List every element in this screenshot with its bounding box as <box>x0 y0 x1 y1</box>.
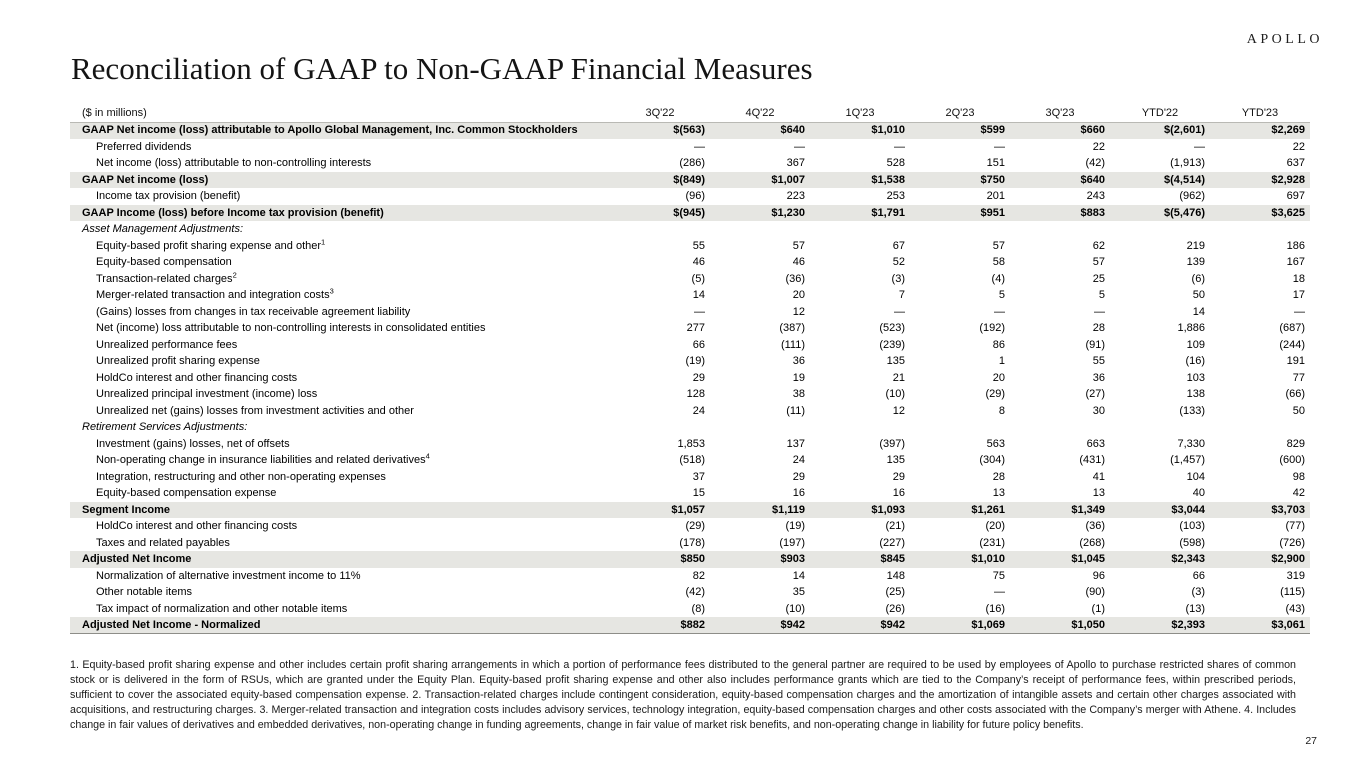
cell-value: — <box>894 305 905 318</box>
cell-value: $3,044 <box>1171 503 1205 516</box>
table-row <box>70 122 1310 139</box>
cell-value: 201 <box>986 190 1005 202</box>
table-row <box>70 172 1310 189</box>
cell-value: 637 <box>1286 157 1305 169</box>
cell-value: 5 <box>1098 289 1105 301</box>
cell-value: (8) <box>691 602 705 615</box>
table-row <box>70 221 1310 238</box>
cell-value: (192) <box>979 322 1005 334</box>
table-row <box>70 254 1310 271</box>
table-row <box>70 386 1310 403</box>
cell-value: (36) <box>1085 520 1105 532</box>
cell-value: 186 <box>1286 239 1305 252</box>
cell-value: 12 <box>892 404 905 417</box>
cell-value: (16) <box>985 602 1005 615</box>
cell-value: (431) <box>1079 454 1105 466</box>
cell-value: 37 <box>692 470 705 483</box>
cell-value: $599 <box>980 124 1005 137</box>
table-row <box>70 188 1310 205</box>
cell-value: $903 <box>780 553 805 565</box>
table-row <box>70 205 1310 222</box>
reconciliation-table-container <box>70 105 1310 634</box>
cell-value: (387) <box>779 322 805 334</box>
cell-value: 24 <box>692 404 705 417</box>
table-row <box>70 485 1310 502</box>
cell-value: (197) <box>779 536 805 549</box>
table-body <box>70 122 1310 634</box>
cell-value: 138 <box>1186 388 1205 400</box>
cell-value: (16) <box>1185 355 1205 367</box>
cell-value <box>810 221 910 238</box>
cell-value: (13) <box>1185 602 1205 615</box>
table-row <box>70 452 1310 469</box>
cell-value: 57 <box>792 239 805 252</box>
cell-value: $1,230 <box>771 206 805 219</box>
cell-value: 30 <box>1092 404 1105 417</box>
table-row <box>70 271 1310 288</box>
cell-value: 46 <box>792 256 805 268</box>
cell-value: (42) <box>1085 157 1105 169</box>
cell-value: 319 <box>1286 569 1305 582</box>
row-label: Segment Income <box>82 503 171 516</box>
table-row <box>70 403 1310 420</box>
cell-value: 128 <box>686 388 705 400</box>
table-row <box>70 353 1310 370</box>
table-row <box>70 287 1310 304</box>
cell-value: 137 <box>786 437 805 450</box>
cell-value: 21 <box>892 371 905 384</box>
cell-value: 55 <box>1092 355 1105 367</box>
table-row <box>70 535 1310 552</box>
cell-value: $3,625 <box>1271 206 1305 219</box>
cell-value: 82 <box>692 569 705 582</box>
cell-value: (10) <box>885 388 905 400</box>
cell-value <box>910 419 1010 436</box>
cell-value: 62 <box>1092 239 1105 252</box>
table-row <box>70 518 1310 535</box>
cell-value: (42) <box>685 586 705 598</box>
cell-value: 1,886 <box>1177 322 1205 334</box>
cell-value: 17 <box>1292 289 1305 301</box>
cell-value: (239) <box>879 338 905 351</box>
cell-value: $1,093 <box>871 503 905 516</box>
unit-label: ($ in millions) <box>70 105 610 122</box>
cell-value: $1,010 <box>871 124 905 137</box>
cell-value: (77) <box>1285 520 1305 532</box>
page-title: Reconciliation of GAAP to Non-GAAP Financial Measures <box>71 51 813 86</box>
row-label: Preferred dividends <box>96 140 192 153</box>
cell-value: 104 <box>1186 470 1205 483</box>
row-label: Equity-based compensation expense <box>96 487 277 499</box>
row-label: Equity-based profit sharing expense and other$^1$ <box>96 236 326 252</box>
cell-value: (286) <box>679 157 705 169</box>
cell-value: 41 <box>1092 470 1105 483</box>
row-label: Net (income) loss attributable to non-controlling interests in consolidated entities <box>96 322 486 334</box>
cell-value: $2,343 <box>1171 553 1205 565</box>
cell-value: 25 <box>1092 272 1105 285</box>
row-label: Unrealized principal investment (income) loss <box>96 388 318 400</box>
cell-value: — <box>694 305 705 318</box>
cell-value: 19 <box>792 371 805 384</box>
row-label: GAAP Income (loss) before Income tax provision (benefit) <box>82 206 384 219</box>
footnotes: 1. Equity-based profit sharing expense and other includes certain profit sharing arrangements in which a portion of performance fees distributed to the general partner are required to be used by employees of Apollo to purchase restricted shares of common stock or is delivered in the form of RSUs, which are granted under the Equity Plan. Equity-based profit sharing expense and other also includes performance grants which are tied to the Company’s receipt of performance fees, within prescribed periods, sufficient to cover the associated equity-based compensation expense. 2. Transaction-related charges include contingent consideration, equity-based compensation charges and the amortization of intangible assets and certain other charges associated with acquisitions, and restructuring charges. 3. Merger-related transaction and integration costs includes advisory services, technology integration, equity-based compensation charges and other costs associated with the Company’s merger with Athene. 4. Includes change in fair values of derivatives and embedded derivatives, non-operating change in funding agreements, change in fair value of market risk benefits, and non-operating change in liability for future policy benefits. <box>70 659 1296 731</box>
table-row <box>70 584 1310 601</box>
cell-value: (227) <box>879 536 905 549</box>
cell-value: (21) <box>885 520 905 532</box>
cell-value: (19) <box>685 355 705 367</box>
cell-value: 191 <box>1286 355 1305 367</box>
table-row <box>70 419 1310 436</box>
row-label: Retirement Services Adjustments: <box>82 421 248 433</box>
cell-value: $640 <box>1080 173 1105 186</box>
cell-value: $1,069 <box>910 617 1010 634</box>
cell-value: 58 <box>992 256 1005 268</box>
table-row <box>70 238 1310 255</box>
row-label: HoldCo interest and other financing costs <box>96 520 298 532</box>
cell-value: 13 <box>1092 487 1105 499</box>
cell-value: $2,269 <box>1271 124 1305 137</box>
cell-value: (19) <box>785 520 805 532</box>
cell-value: (4) <box>991 272 1005 285</box>
table-row <box>70 551 1310 568</box>
cell-value: (11) <box>786 404 805 417</box>
cell-value: 7,330 <box>1177 437 1205 450</box>
cell-value: 98 <box>1292 470 1305 483</box>
cell-value: 167 <box>1286 256 1305 268</box>
cell-value: $2,928 <box>1271 173 1305 186</box>
row-label: Unrealized performance fees <box>96 338 238 351</box>
column-header: 4Q'22 <box>710 105 810 122</box>
cell-value: 29 <box>692 371 705 384</box>
cell-value: 151 <box>986 157 1005 169</box>
column-header: 2Q'23 <box>910 105 1010 122</box>
cell-value: (115) <box>1280 586 1305 598</box>
cell-value: 109 <box>1186 338 1205 351</box>
cell-value: 18 <box>1292 272 1305 285</box>
cell-value: 14 <box>692 289 705 301</box>
cell-value: (103) <box>1179 520 1205 532</box>
cell-value <box>1010 419 1110 436</box>
cell-value: 57 <box>1092 256 1105 268</box>
table-row <box>70 320 1310 337</box>
cell-value: (10) <box>785 602 805 615</box>
cell-value <box>610 419 710 436</box>
column-header: YTD'23 <box>1210 105 1310 122</box>
cell-value: 253 <box>886 190 905 202</box>
row-label: GAAP Net income (loss) attributable to Apollo Global Management, Inc. Common Stockholders <box>82 124 578 137</box>
cell-value: $845 <box>880 553 905 565</box>
cell-value: 46 <box>692 256 705 268</box>
cell-value: 15 <box>692 487 705 499</box>
cell-value: 57 <box>992 239 1005 252</box>
cell-value: (25) <box>885 586 905 598</box>
cell-value: 135 <box>886 355 905 367</box>
cell-value: $2,900 <box>1271 553 1305 565</box>
cell-value: 75 <box>992 569 1005 582</box>
cell-value: 50 <box>1292 404 1305 417</box>
cell-value: 77 <box>1292 371 1305 384</box>
cell-value: $2,393 <box>1110 617 1210 634</box>
table-row <box>70 139 1310 156</box>
cell-value: — <box>1094 305 1105 318</box>
cell-value: 52 <box>892 256 905 268</box>
cell-value: 16 <box>892 487 905 499</box>
apollo-logo: APOLLO <box>1246 32 1323 47</box>
cell-value: (962) <box>1179 190 1205 202</box>
cell-value: $(945) <box>673 206 705 219</box>
cell-value: (91) <box>1085 338 1105 351</box>
cell-value: 22 <box>1092 140 1105 153</box>
cell-value: $951 <box>980 206 1005 219</box>
row-label: HoldCo interest and other financing costs <box>96 371 298 384</box>
cell-value: 367 <box>786 157 805 169</box>
cell-value: (96) <box>685 190 705 202</box>
cell-value: (523) <box>879 322 905 334</box>
cell-value: $1,349 <box>1071 503 1105 516</box>
cell-value: 66 <box>1192 569 1205 582</box>
cell-value: 243 <box>1086 190 1105 202</box>
cell-value: 29 <box>892 470 905 483</box>
cell-value: $1,791 <box>871 206 905 219</box>
row-label: Adjusted Net Income - Normalized <box>70 617 610 634</box>
cell-value: $1,119 <box>771 503 805 516</box>
cell-value: (3) <box>891 272 905 285</box>
cell-value: (1,457) <box>1170 454 1205 466</box>
cell-value: (133) <box>1179 404 1205 417</box>
cell-value: (244) <box>1279 338 1305 351</box>
cell-value: 7 <box>898 289 905 301</box>
table-row <box>70 304 1310 321</box>
row-label: Unrealized profit sharing expense <box>96 355 260 367</box>
cell-value: 14 <box>1192 305 1205 318</box>
cell-value: (36) <box>785 272 805 285</box>
cell-value: $1,045 <box>1071 553 1105 565</box>
cell-value: 829 <box>1286 437 1305 450</box>
cell-value: $1,050 <box>1010 617 1110 634</box>
table-row <box>70 469 1310 486</box>
cell-value: (20) <box>985 520 1005 532</box>
cell-value: 42 <box>1292 487 1305 499</box>
cell-value: 277 <box>686 322 705 334</box>
row-label: Tax impact of normalization and other notable items <box>96 602 348 615</box>
cell-value: (26) <box>885 602 905 615</box>
cell-value: (726) <box>1279 536 1305 549</box>
cell-value: 24 <box>792 454 805 466</box>
cell-value: 697 <box>1286 190 1305 202</box>
cell-value: (268) <box>1079 536 1105 549</box>
table-row <box>70 568 1310 585</box>
table-row <box>70 436 1310 453</box>
cell-value: 20 <box>992 371 1005 384</box>
cell-value: $942 <box>810 617 910 634</box>
cell-value: (600) <box>1279 454 1305 466</box>
cell-value: — <box>994 140 1005 153</box>
cell-value: $882 <box>610 617 710 634</box>
table-header-row <box>70 105 1310 122</box>
cell-value: — <box>1294 305 1305 318</box>
reconciliation-table <box>70 105 1310 634</box>
cell-value: 86 <box>992 338 1005 351</box>
cell-value <box>810 419 910 436</box>
row-label: (Gains) losses from changes in tax receivable agreement liability <box>96 305 411 318</box>
cell-value: — <box>994 305 1005 318</box>
row-label: Merger-related transaction and integration costs$^3$ <box>96 286 334 301</box>
column-header: YTD'22 <box>1110 105 1210 122</box>
cell-value <box>1210 221 1310 238</box>
cell-value: 1,853 <box>677 437 705 450</box>
cell-value: (518) <box>679 454 705 466</box>
cell-value: 5 <box>998 289 1005 301</box>
footnote-marker: 1 <box>321 236 326 246</box>
cell-value: — <box>694 140 705 153</box>
cell-value: 28 <box>1092 322 1105 334</box>
table-row <box>70 155 1310 172</box>
cell-value: (3) <box>1191 586 1205 598</box>
row-label: Unrealized net (gains) losses from investment activities and other <box>96 404 414 417</box>
cell-value: (397) <box>879 437 905 450</box>
cell-value: (1,913) <box>1170 157 1205 169</box>
footnote-marker: 4 <box>425 451 430 461</box>
cell-value: 219 <box>1186 239 1205 252</box>
cell-value: 528 <box>886 157 905 169</box>
cell-value <box>1110 221 1210 238</box>
cell-value: $942 <box>710 617 810 634</box>
cell-value: $3,703 <box>1271 503 1305 516</box>
row-label: Taxes and related payables <box>96 536 230 549</box>
table-row <box>70 502 1310 519</box>
cell-value <box>1010 221 1110 238</box>
row-label: Net income (loss) attributable to non-controlling interests <box>96 157 372 169</box>
cell-value: 16 <box>792 487 805 499</box>
cell-value <box>1110 419 1210 436</box>
cell-value: 20 <box>792 289 805 301</box>
cell-value: — <box>894 140 905 153</box>
cell-value: 36 <box>1092 371 1105 384</box>
cell-value: (90) <box>1085 586 1105 598</box>
cell-value: $640 <box>780 124 805 137</box>
cell-value: 148 <box>886 569 905 582</box>
cell-value: (687) <box>1279 322 1305 334</box>
row-label: GAAP Net income (loss) <box>82 173 209 186</box>
cell-value: 67 <box>892 239 905 252</box>
cell-value: 13 <box>992 487 1005 499</box>
cell-value: (111) <box>780 338 805 351</box>
cell-value: 38 <box>792 388 805 400</box>
cell-value: (1) <box>1091 602 1105 615</box>
cell-value: 223 <box>786 190 805 202</box>
cell-value: 663 <box>1086 437 1105 450</box>
cell-value: 139 <box>1186 256 1205 268</box>
cell-value: 66 <box>692 338 705 351</box>
cell-value: $(563) <box>673 124 705 137</box>
row-label: Adjusted Net Income <box>82 553 192 565</box>
cell-value: 96 <box>1092 569 1105 582</box>
column-header: 3Q'22 <box>610 105 710 122</box>
cell-value: 103 <box>1186 371 1205 384</box>
cell-value: 22 <box>1292 140 1305 153</box>
cell-value: $(4,514) <box>1164 173 1205 186</box>
cell-value: $1,057 <box>671 503 705 516</box>
table-row <box>70 601 1310 618</box>
cell-value: $660 <box>1080 124 1105 137</box>
row-label: Equity-based compensation <box>96 256 232 268</box>
table-row <box>70 370 1310 387</box>
cell-value: $1,007 <box>771 173 805 186</box>
cell-value: 135 <box>886 454 905 466</box>
table-row <box>70 617 1310 634</box>
row-label: Transaction-related charges$^2$ <box>96 269 237 285</box>
cell-value: (178) <box>679 536 705 549</box>
column-header: 1Q'23 <box>810 105 910 122</box>
row-label: Other notable items <box>96 586 192 598</box>
cell-value: (29) <box>685 520 705 532</box>
cell-value <box>710 221 810 238</box>
cell-value: (304) <box>979 454 1005 466</box>
table-row <box>70 337 1310 354</box>
cell-value: — <box>1194 140 1205 153</box>
cell-value: (6) <box>1191 272 1205 285</box>
cell-value: 29 <box>792 470 805 483</box>
cell-value: (598) <box>1179 536 1205 549</box>
cell-value: (29) <box>985 388 1005 400</box>
cell-value: 36 <box>792 355 805 367</box>
cell-value: $750 <box>980 173 1005 186</box>
cell-value: 8 <box>998 404 1005 417</box>
cell-value: (43) <box>1285 602 1305 615</box>
cell-value: (27) <box>1085 388 1105 400</box>
cell-value: $883 <box>1080 206 1105 219</box>
cell-value: $850 <box>680 553 705 565</box>
column-header: 3Q'23 <box>1010 105 1110 122</box>
cell-value: 50 <box>1192 289 1205 301</box>
cell-value: $1,261 <box>971 503 1005 516</box>
cell-value <box>710 419 810 436</box>
cell-value <box>610 221 710 238</box>
cell-value: 40 <box>1192 487 1205 499</box>
cell-value: $1,010 <box>971 553 1005 565</box>
row-label: Investment (gains) losses, net of offsets <box>96 437 290 450</box>
cell-value: 14 <box>792 569 805 582</box>
cell-value: (231) <box>979 536 1005 549</box>
cell-value: $(5,476) <box>1164 206 1205 219</box>
cell-value: 55 <box>692 239 705 252</box>
cell-value <box>910 221 1010 238</box>
cell-value: 12 <box>792 305 805 318</box>
cell-value: 35 <box>792 586 805 598</box>
row-label: Income tax provision (benefit) <box>96 190 241 202</box>
cell-value: 563 <box>986 437 1005 450</box>
cell-value: 1 <box>998 355 1005 367</box>
cell-value: $1,538 <box>871 173 905 186</box>
cell-value: $(2,601) <box>1164 124 1205 137</box>
cell-value: (5) <box>691 272 705 285</box>
cell-value: (66) <box>1285 388 1305 400</box>
cell-value: $(849) <box>673 173 705 186</box>
cell-value: 28 <box>992 470 1005 483</box>
footnote-marker: 3 <box>329 286 334 296</box>
row-label: Integration, restructuring and other non-operating expenses <box>96 470 386 483</box>
cell-value: $3,061 <box>1210 617 1310 634</box>
page-number: 27 <box>1305 735 1317 747</box>
cell-value: — <box>794 140 805 153</box>
row-label: Asset Management Adjustments: <box>82 223 244 235</box>
row-label: Non-operating change in insurance liabilities and related derivatives$^4$ <box>96 451 430 466</box>
cell-value <box>1210 419 1310 436</box>
row-label: Normalization of alternative investment income to 11% <box>96 569 361 582</box>
cell-value: — <box>994 586 1005 598</box>
footnote-marker: 2 <box>232 269 237 279</box>
